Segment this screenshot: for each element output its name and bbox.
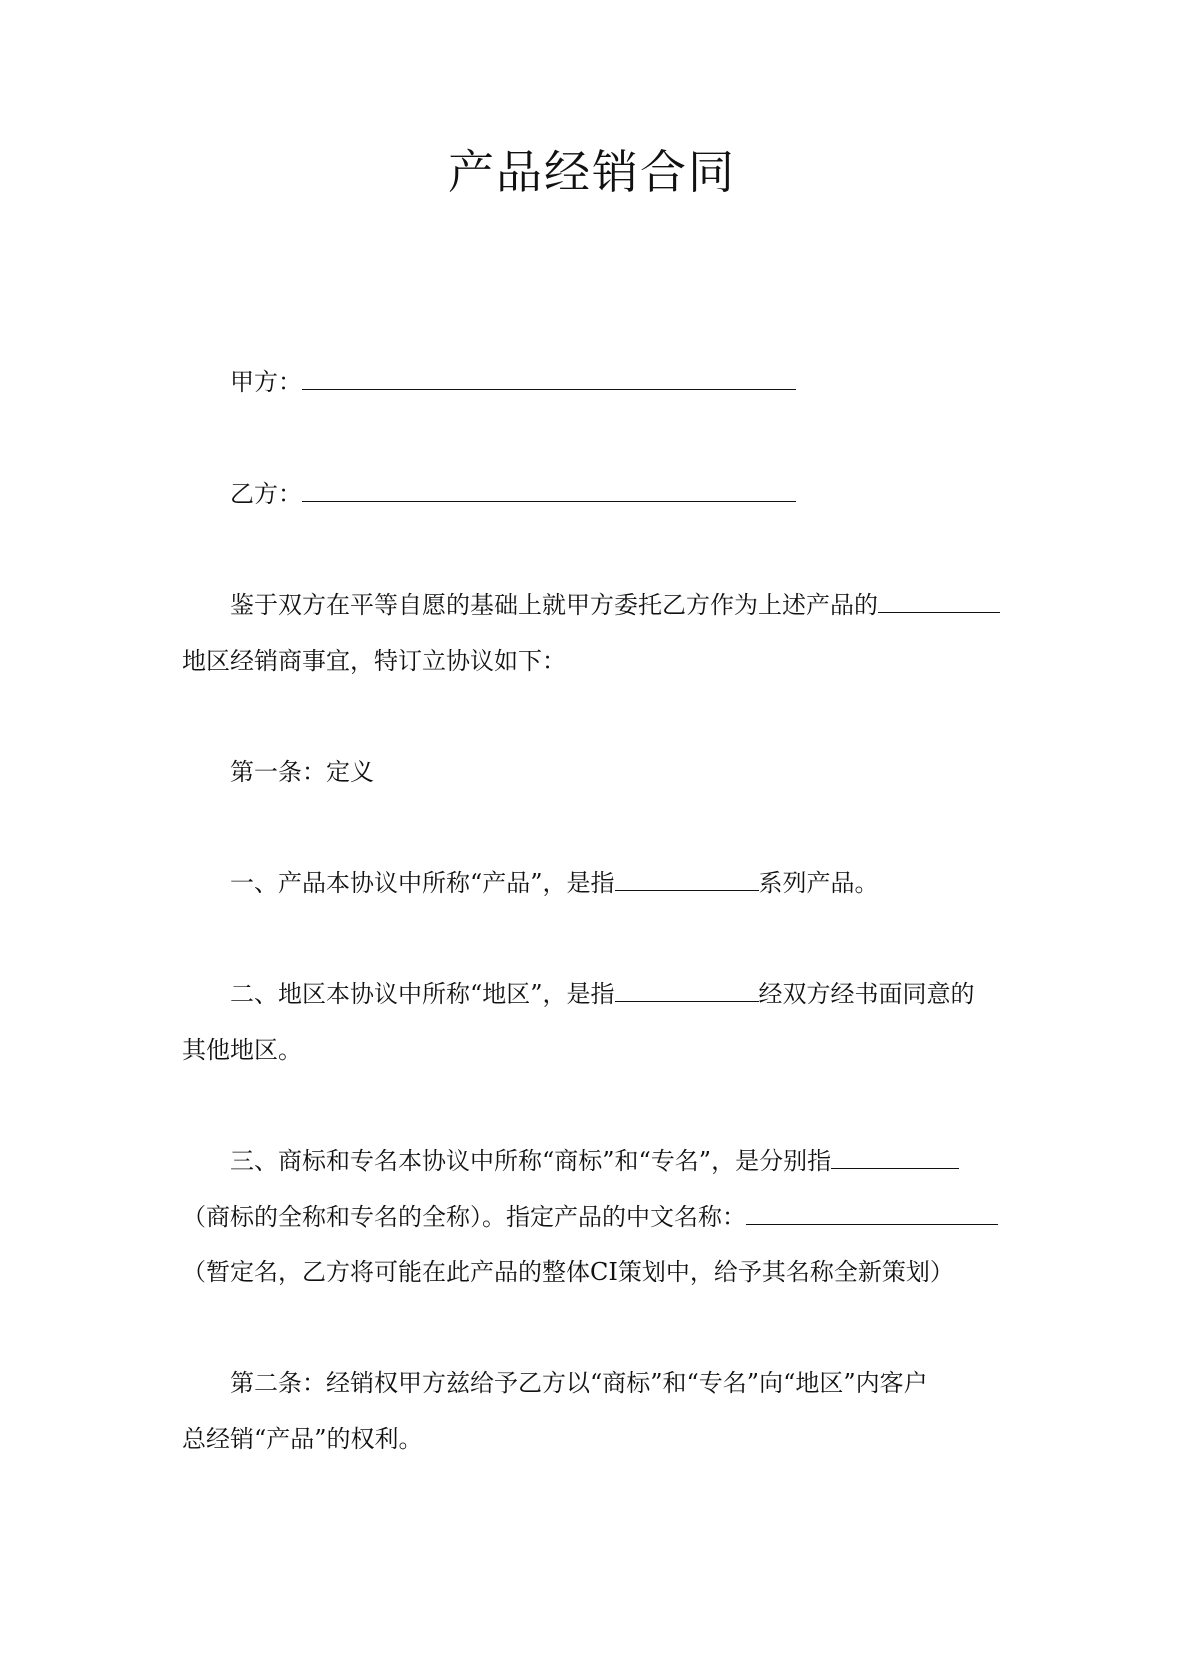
preamble-text-2: 地区经销商事宜，特订立协议如下：: [182, 647, 566, 675]
chinese-name-blank: [746, 1202, 998, 1225]
party-a-blank: [302, 367, 796, 390]
definition-3-line-3: [182, 1257, 954, 1287]
product-blank: [615, 868, 759, 891]
preamble-line-2: [182, 646, 566, 676]
definition-2-text-before: 二、地区本协议中所称“地区”，是指: [230, 980, 615, 1008]
party-a-label: 甲方：: [230, 368, 302, 396]
definition-2-text-after: 经双方经书面同意的: [758, 980, 975, 1008]
document-title: 产品经销合同: [448, 145, 736, 199]
definition-2-line-2: [182, 1035, 302, 1065]
party-b-blank: [302, 479, 796, 502]
definition-2-line-1: [230, 979, 975, 1009]
trademark-blank: [831, 1146, 959, 1169]
definition-3-line-2: [182, 1202, 998, 1232]
area-blank: [615, 979, 759, 1002]
article-2-text-line-1: 第二条：经销权甲方兹给予乙方以“商标”和“专名”向“地区”内客户: [230, 1369, 928, 1397]
definition-3-text-line-1: 三、商标和专名本协议中所称“商标”和“专名”，是分别指: [230, 1147, 832, 1175]
party-b-line: [230, 479, 796, 509]
definition-3-text-line-2: （商标的全称和专名的全称）。指定产品的中文名称：: [182, 1203, 746, 1231]
definition-3-text-line-3: （暂定名，乙方将可能在此产品的整体CI策划中，给予其名称全新策划）: [182, 1258, 954, 1286]
article-2-line-2: [182, 1424, 423, 1454]
definition-1-text-before: 一、产品本协议中所称“产品”，是指: [230, 869, 615, 897]
definition-1-text-after: 系列产品。: [758, 869, 879, 897]
preamble-text-1: 鉴于双方在平等自愿的基础上就甲方委托乙方作为上述产品的: [230, 591, 878, 619]
article-2-line-1: [230, 1368, 928, 1398]
region-blank: [878, 590, 1000, 613]
article-1-heading: [230, 757, 374, 787]
definition-1: [230, 868, 879, 898]
party-b-label: 乙方：: [230, 480, 302, 508]
article-1-heading-text: 第一条：定义: [230, 758, 374, 786]
definition-3-line-1: [230, 1146, 959, 1176]
article-2-text-line-2: 总经销“产品”的权利。: [182, 1425, 423, 1453]
definition-2-text-line-2: 其他地区。: [182, 1036, 302, 1064]
party-a-line: [230, 367, 796, 397]
preamble-line-1: [230, 590, 1000, 620]
